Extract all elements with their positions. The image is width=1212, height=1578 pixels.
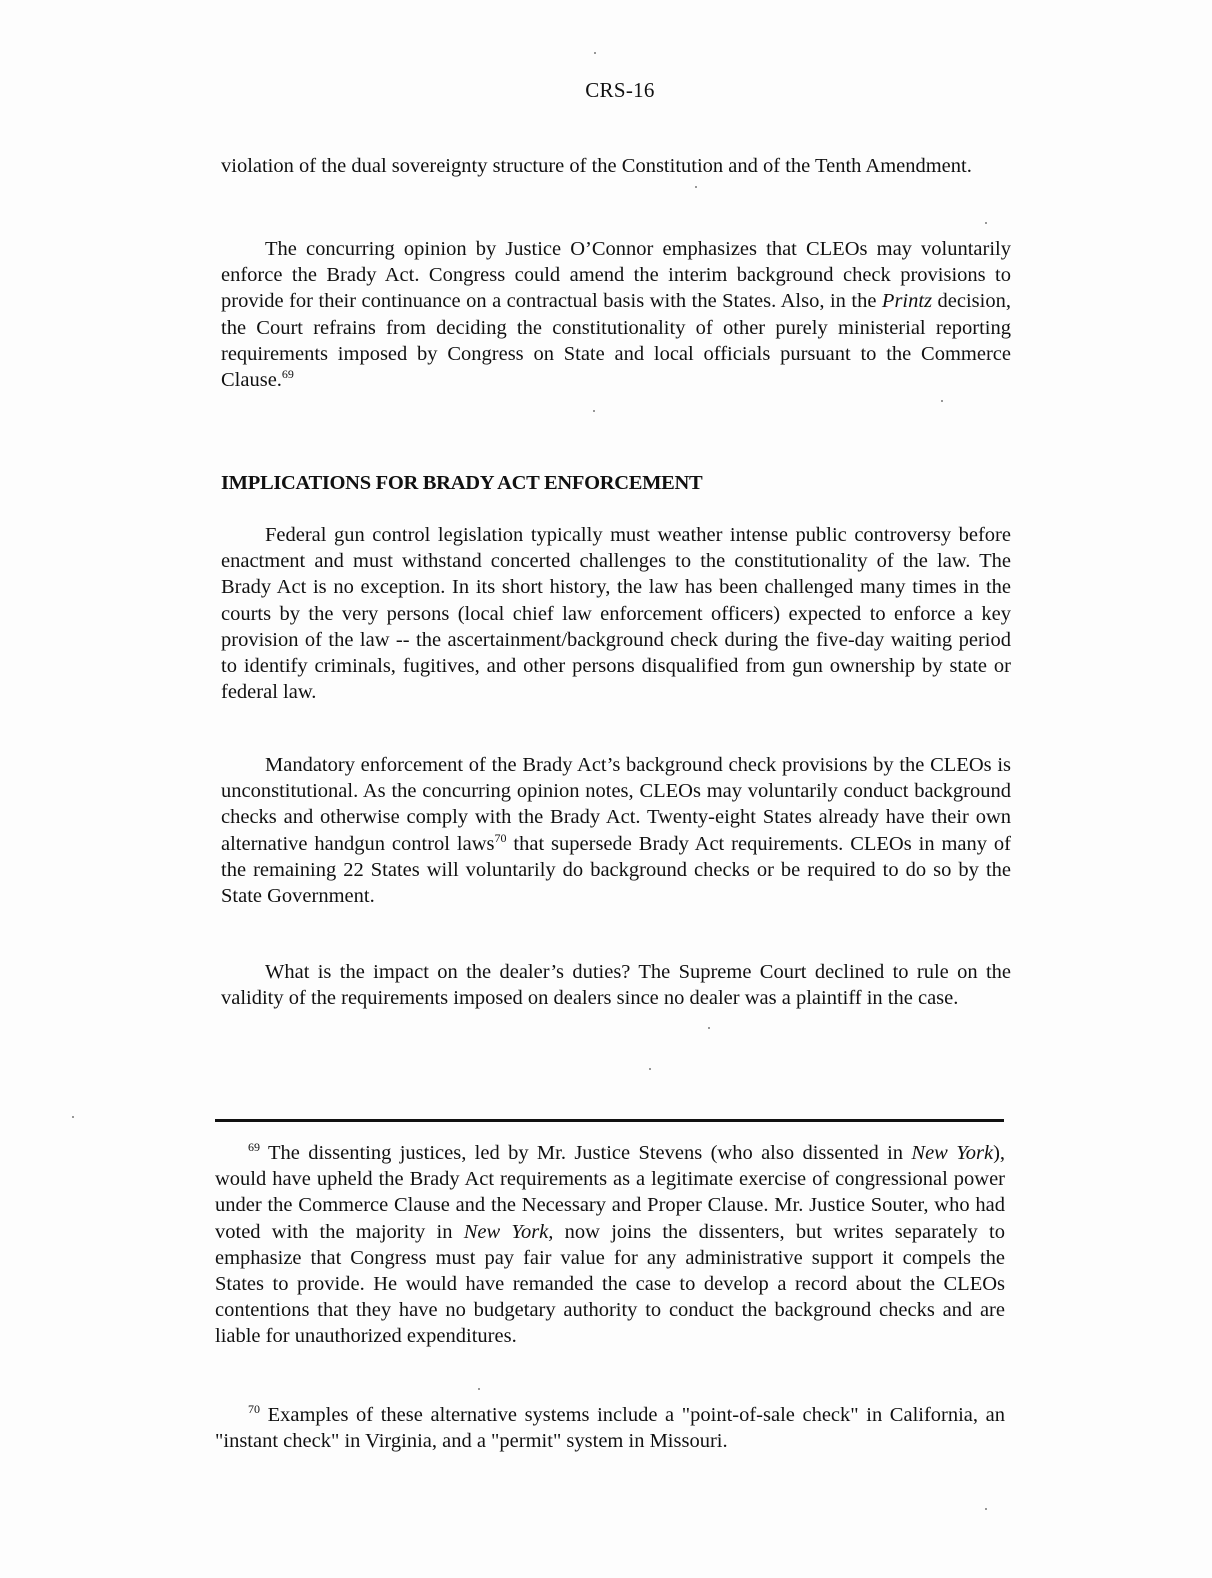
scan-speck (649, 1068, 651, 1070)
paragraph-mandatory-enforcement (221, 752, 1011, 909)
scan-speck (72, 1116, 74, 1118)
paragraph-concurring-opinion (221, 236, 1011, 393)
scan-speck (695, 186, 697, 188)
footnote-text: now joins the dissenters, but writes separately to emphasize that Congress must pay fair value for any administrative support it compels the States to provide. He would have remanded the case to develop a record about the CLEOs contentions that they have no budgetary authority to conduct the background checks and are liable for unauthorized expenditures. (215, 1220, 1005, 1348)
page-number: CRS-16 (585, 78, 655, 102)
paragraph-text: Mandatory enforcement of the Brady Act’s background check provisions by the CLEOs is unconstitutional. As the concurring opinion notes, CLEOs may voluntarily conduct background checks and otherwise comply with the Brady Act. Twenty-eight States already have their own alternative handgun control laws (221, 754, 1011, 855)
section-heading: IMPLICATIONS FOR BRADY ACT ENFORCEMENT (221, 472, 703, 494)
scan-speck (941, 400, 943, 402)
footnote-number: 69 (248, 1140, 260, 1154)
scan-speck (478, 1388, 480, 1390)
scan-speck (594, 52, 596, 54)
scan-speck (985, 1508, 987, 1510)
scan-speck (708, 1027, 710, 1029)
footnote-separator-rule (215, 1119, 1004, 1122)
paragraph-text: What is the impact on the dealer’s duties? The Supreme Court declined to rule on the validity of the requirements imposed on dealers since no dealer was a plaintiff in the case. (221, 961, 1011, 1010)
footnote-text: Examples of these alternative systems include a "point-of-sale check" in California, an "instant check" in Virginia, and a "permit" system in Missouri. (215, 1404, 1005, 1453)
paragraph-text: that supersede Brady Act requirements. CLEOs in many of the remaining 22 States will voluntarily do background checks or be required to do so by the State Government. (221, 832, 1012, 908)
scan-speck (593, 410, 595, 412)
footnote-text: The dissenting justices, led by Mr. Justice Stevens (who also dissented in (260, 1142, 912, 1164)
footnote-text: ), would have upheld the Brady Act requirements as a legitimate exercise of congressional power under the Commerce Clause and the Necessary and Proper Clause. Mr. Justice Souter, who had voted with the majority in (215, 1142, 1006, 1243)
footnote-70 (215, 1402, 1005, 1454)
scan-speck (985, 222, 987, 224)
case-name-italic: New York (911, 1142, 994, 1164)
paragraph-text: The concurring opinion by Justice O’Connor emphasizes that CLEOs may voluntarily enforce the Brady Act. Congress could amend the interim background check provisions to provide for their continuance on a contractual basis with the States. Also, in the (221, 238, 1011, 313)
case-name-italic: Printz (881, 290, 933, 313)
case-name-italic: New York, (463, 1220, 554, 1243)
footnote-reference-70[interactable]: 70 (494, 830, 507, 845)
paragraph-dealer-duties (221, 959, 1011, 1011)
footnote-reference-69[interactable]: 69 (281, 367, 294, 382)
paragraph-text: violation of the dual sovereignty structure of the Constitution and of the Tenth Amendment. (221, 155, 972, 177)
paragraph-federal-gun-control (221, 522, 1011, 705)
paragraph-text: decision, the Court refrains from deciding the constitutionality of other purely ministerial reporting requirements imposed by Congress on State and local officials pursuant to the Commerce Clause. (221, 290, 1011, 392)
footnote-69 (215, 1140, 1005, 1350)
footnote-number: 70 (248, 1402, 260, 1416)
paragraph-continuation (221, 153, 1011, 179)
paragraph-text: Federal gun control legislation typically must weather intense public controversy before enactment and must withstand concerted challenges to the constitutionality of the law. The Brady Act is no exception. In its short history, the law has been challenged many times in the courts by the very persons (local chief law enforcement officers) expected to enforce a key provision of the law -- the ascertainment/background check during the five-day waiting period to identify criminals, fugitives, and other persons disqualified from gun ownership by state or federal law. (221, 524, 1011, 704)
